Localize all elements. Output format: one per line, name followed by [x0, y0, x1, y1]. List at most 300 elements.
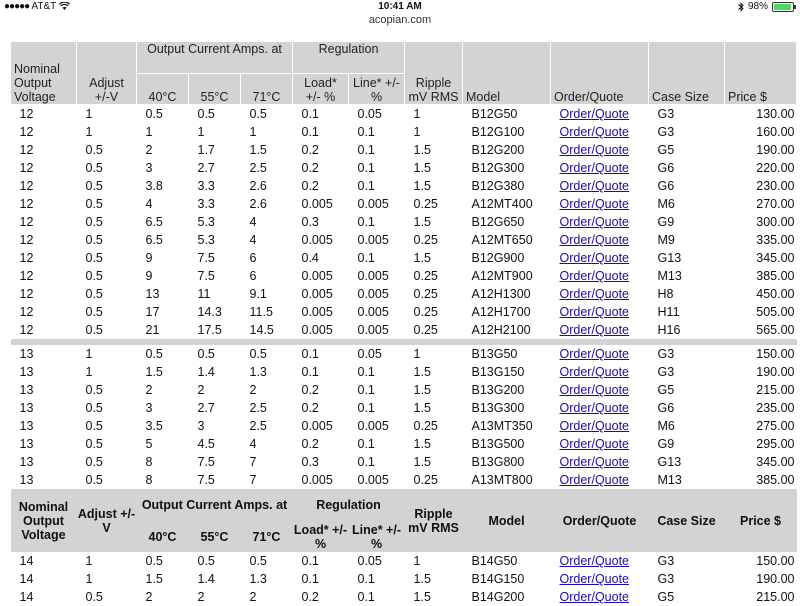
cell-line: 0.05 — [357, 554, 382, 568]
cell-case-size: G3 — [657, 347, 675, 361]
cell-line: 0.005 — [357, 473, 389, 487]
cell-adjust: 0.5 — [85, 161, 103, 175]
order-quote-link[interactable]: Order/Quote — [559, 197, 629, 211]
cell-price: 345.00 — [756, 455, 795, 469]
order-quote-link[interactable]: Order/Quote — [559, 365, 629, 379]
cell-load: 0.1 — [301, 347, 319, 361]
table-row — [11, 213, 797, 231]
cell-case-size: G5 — [657, 143, 675, 157]
cell-load: 0.2 — [301, 590, 319, 604]
cell-load: 0.005 — [301, 419, 333, 433]
order-quote-link[interactable]: Order/Quote — [559, 251, 629, 265]
cell-amps-40: 6.5 — [145, 233, 163, 247]
cell-ripple: 0.25 — [413, 305, 438, 319]
cell-voltage: 13 — [19, 401, 34, 415]
cell-amps-55: 7.5 — [197, 269, 215, 283]
cell-amps-40: 8 — [145, 455, 153, 469]
header-output-current: Output Current Amps. at — [137, 42, 293, 74]
order-quote-link[interactable]: Order/Quote — [559, 287, 629, 301]
cell-voltage: 12 — [19, 323, 34, 337]
cell-amps-40: 0.5 — [145, 347, 163, 361]
cell-price: 190.00 — [756, 143, 795, 157]
cell-price: 270.00 — [756, 197, 795, 211]
cell-load: 0.1 — [301, 107, 319, 121]
cell-amps-55: 1 — [197, 125, 205, 139]
cell-line: 0.1 — [357, 251, 375, 265]
cell-ripple: 0.25 — [413, 287, 438, 301]
cell-order-link — [551, 285, 649, 303]
cell-case-size: G5 — [657, 590, 675, 604]
cell-adjust: 0.5 — [85, 590, 103, 604]
cell-model: B12G300 — [471, 161, 525, 175]
cell-amps-55: 14.3 — [197, 305, 222, 319]
table-row — [11, 345, 797, 363]
cell-amps-40: 0.5 — [145, 554, 163, 568]
cell-line: 0.005 — [357, 323, 389, 337]
cell-amps-55: 1.7 — [197, 143, 215, 157]
cell-price: 150.00 — [756, 554, 795, 568]
cell-case-size: G9 — [657, 437, 675, 451]
cell-case-size: H11 — [657, 305, 680, 319]
cell-model: A13MT800 — [471, 473, 533, 487]
cell-adjust: 0.5 — [85, 455, 103, 469]
cell-amps-55: 11 — [197, 287, 211, 301]
cell-case-size: G6 — [657, 179, 675, 193]
cell-load: 0.1 — [301, 572, 319, 586]
cell-adjust: 0.5 — [85, 179, 103, 193]
order-quote-link[interactable]: Order/Quote — [559, 107, 629, 121]
header-nominal-voltage: Nominal Output Voltage — [11, 489, 77, 552]
status-bar — [0, 0, 800, 14]
order-quote-link[interactable]: Order/Quote — [559, 323, 629, 337]
table-row — [11, 105, 797, 124]
cell-ripple: 1.5 — [413, 161, 431, 175]
cell-voltage: 14 — [19, 572, 34, 586]
cell-amps-55: 17.5 — [197, 323, 222, 337]
cell-model: A12H2100 — [471, 323, 531, 337]
cell-ripple: 1.5 — [413, 455, 431, 469]
cell-model: B12G650 — [471, 215, 525, 229]
cell-amps-55: 5.3 — [197, 233, 215, 247]
table-row — [11, 435, 797, 453]
header-nominal-voltage: Nominal Output Voltage — [11, 42, 77, 105]
cell-ripple: 1.5 — [413, 401, 431, 415]
page-content — [10, 41, 795, 606]
cell-order-link — [551, 588, 649, 606]
order-quote-link[interactable]: Order/Quote — [559, 437, 629, 451]
cell-amps-71: 0.5 — [249, 347, 267, 361]
cell-amps-55: 3 — [197, 419, 205, 433]
cell-line: 0.1 — [357, 383, 375, 397]
order-quote-link[interactable]: Order/Quote — [559, 179, 629, 193]
header-model: Model — [463, 42, 551, 105]
cell-adjust: 0.5 — [85, 143, 103, 157]
order-quote-link[interactable]: Order/Quote — [559, 590, 629, 604]
order-quote-link[interactable]: Order/Quote — [559, 215, 629, 229]
cell-case-size: G6 — [657, 161, 675, 175]
cell-line: 0.005 — [357, 233, 389, 247]
header-line: Line* +/- % — [349, 521, 405, 552]
cell-order-link — [551, 105, 649, 124]
table-row — [11, 195, 797, 213]
cell-line: 0.005 — [357, 287, 389, 301]
cell-model: A13MT350 — [471, 419, 533, 433]
cell-model: A12MT400 — [471, 197, 533, 211]
cell-model: B13G300 — [471, 401, 525, 415]
cell-load: 0.2 — [301, 143, 319, 157]
cell-amps-40: 3 — [145, 401, 153, 415]
cell-voltage: 12 — [19, 251, 34, 265]
cell-line: 0.1 — [357, 590, 375, 604]
cell-amps-40: 21 — [145, 323, 160, 337]
cell-ripple: 0.25 — [413, 323, 438, 337]
cell-line: 0.1 — [357, 365, 375, 379]
cell-model: B12G380 — [471, 179, 525, 193]
cell-price: 335.00 — [756, 233, 795, 247]
cell-amps-71: 0.5 — [249, 554, 267, 568]
table-row — [11, 159, 797, 177]
cell-amps-40: 2 — [145, 383, 153, 397]
table-body-14v — [11, 552, 797, 606]
bluetooth-icon — [738, 2, 744, 12]
cell-price: 215.00 — [756, 590, 795, 604]
cell-order-link — [551, 381, 649, 399]
cell-model: B13G800 — [471, 455, 525, 469]
cell-amps-71: 4 — [249, 437, 257, 451]
cell-line: 0.1 — [357, 179, 375, 193]
cell-adjust: 0.5 — [85, 215, 103, 229]
cell-ripple: 1.5 — [413, 590, 431, 604]
cell-load: 0.005 — [301, 305, 333, 319]
header-case-size: Case Size — [649, 489, 725, 552]
order-quote-link[interactable]: Order/Quote — [559, 401, 629, 415]
order-quote-link[interactable]: Order/Quote — [559, 383, 629, 397]
cell-ripple: 1.5 — [413, 365, 431, 379]
cell-case-size: G3 — [657, 125, 675, 139]
cell-order-link — [551, 570, 649, 588]
table-row — [11, 141, 797, 159]
cell-price: 450.00 — [756, 287, 795, 301]
header-regulation: Regulation — [293, 42, 405, 74]
cell-amps-55: 0.5 — [197, 347, 215, 361]
cell-amps-71: 1.3 — [249, 572, 267, 586]
cell-amps-71: 0.5 — [249, 107, 267, 121]
cell-price: 190.00 — [756, 365, 795, 379]
cell-order-link — [551, 177, 649, 195]
cell-amps-40: 2 — [145, 590, 153, 604]
order-quote-link[interactable]: Order/Quote — [559, 233, 629, 247]
header-line: Line* +/- % — [349, 74, 405, 105]
status-right — [738, 1, 794, 12]
header-ripple: Ripple mV RMS — [405, 489, 463, 552]
header-case-size: Case Size — [649, 42, 725, 105]
table-body-12v — [11, 105, 797, 340]
header-price: Price $ — [725, 42, 797, 105]
cell-line: 0.005 — [357, 305, 389, 319]
cell-line: 0.1 — [357, 455, 375, 469]
cell-order-link — [551, 417, 649, 435]
cell-voltage: 12 — [19, 107, 34, 121]
cell-price: 190.00 — [756, 572, 795, 586]
cell-model: B12G50 — [471, 107, 518, 121]
order-quote-link[interactable]: Order/Quote — [559, 269, 629, 283]
cell-adjust: 0.5 — [85, 419, 103, 433]
cell-case-size: M13 — [657, 269, 682, 283]
cell-ripple: 1.5 — [413, 143, 431, 157]
cell-order-link — [551, 552, 649, 570]
cell-voltage: 13 — [19, 383, 34, 397]
address-bar[interactable] — [0, 14, 800, 30]
cell-line: 0.1 — [357, 215, 375, 229]
cell-load: 0.005 — [301, 287, 333, 301]
cell-voltage: 12 — [19, 197, 34, 211]
cell-adjust: 0.5 — [85, 287, 103, 301]
cell-amps-55: 1.4 — [197, 572, 215, 586]
cell-amps-40: 9 — [145, 251, 153, 265]
cell-ripple: 1 — [413, 347, 421, 361]
cell-line: 0.1 — [357, 401, 375, 415]
cell-adjust: 1 — [85, 365, 93, 379]
cell-case-size: M9 — [657, 233, 675, 247]
order-quote-link[interactable]: Order/Quote — [559, 125, 629, 139]
cell-line: 0.005 — [357, 269, 389, 283]
cell-price: 275.00 — [756, 419, 795, 433]
table-row — [11, 552, 797, 570]
header-load: Load* +/- % — [293, 522, 348, 551]
cell-amps-55: 7.5 — [197, 455, 215, 469]
cell-order-link — [551, 453, 649, 471]
cell-model: A12H1300 — [471, 287, 531, 301]
header-adjust: Adjust +/-V — [77, 489, 137, 552]
cell-voltage: 12 — [19, 143, 34, 157]
cell-adjust: 1 — [85, 125, 93, 139]
cell-price: 215.00 — [756, 383, 795, 397]
cell-ripple: 0.25 — [413, 233, 438, 247]
cell-amps-40: 8 — [145, 473, 153, 487]
cell-adjust: 1 — [85, 107, 93, 121]
header-load: Load* +/- % — [293, 74, 349, 105]
cell-voltage: 12 — [19, 215, 34, 229]
cell-price: 220.00 — [756, 161, 795, 175]
cell-amps-71: 4 — [249, 215, 257, 229]
cell-adjust: 0.5 — [85, 305, 103, 319]
cell-model: A12H1700 — [471, 305, 531, 319]
header-temp-55: 55°C — [189, 521, 241, 552]
cell-amps-71: 4 — [249, 233, 257, 247]
status-time: 10:41 AM — [378, 1, 422, 12]
cell-amps-71: 11.5 — [249, 305, 273, 319]
cell-voltage: 12 — [19, 287, 34, 301]
order-quote-link[interactable]: Order/Quote — [559, 305, 629, 319]
cell-model: B14G200 — [471, 590, 525, 604]
cell-model: B14G150 — [471, 572, 525, 586]
cell-amps-71: 1.3 — [249, 365, 267, 379]
cell-ripple: 1 — [413, 125, 421, 139]
header-model: Model — [463, 489, 551, 552]
cell-amps-40: 17 — [145, 305, 160, 319]
cell-ripple: 1 — [413, 107, 421, 121]
cell-amps-40: 13 — [145, 287, 160, 301]
cell-case-size: G3 — [657, 572, 675, 586]
table-row — [11, 321, 797, 339]
order-quote-link[interactable]: Order/Quote — [559, 473, 629, 487]
cell-order-link — [551, 249, 649, 267]
cell-model: B12G100 — [471, 125, 525, 139]
header-price: Price $ — [725, 489, 797, 552]
cell-amps-40: 3.5 — [145, 419, 163, 433]
table-row — [11, 177, 797, 195]
cell-voltage: 13 — [19, 437, 34, 451]
cell-line: 0.005 — [357, 419, 389, 433]
order-quote-link[interactable]: Order/Quote — [559, 347, 629, 361]
table-row — [11, 303, 797, 321]
header-order: Order/Quote — [551, 489, 649, 552]
table-row — [11, 399, 797, 417]
cell-amps-40: 1.5 — [145, 365, 163, 379]
repeated-header — [11, 489, 797, 552]
cell-price: 385.00 — [756, 269, 795, 283]
cell-case-size: G9 — [657, 215, 675, 229]
cell-adjust: 1 — [85, 572, 93, 586]
cell-order-link — [551, 159, 649, 177]
cell-amps-71: 2 — [249, 383, 257, 397]
cell-price: 160.00 — [756, 125, 795, 139]
cell-amps-55: 2.7 — [197, 161, 215, 175]
battery-percent: 98% — [747, 1, 768, 12]
cell-model: B14G50 — [471, 554, 518, 568]
cell-line: 0.1 — [357, 161, 375, 175]
header-output-current: Output Current Amps. at — [137, 489, 293, 521]
cell-ripple: 0.25 — [413, 269, 438, 283]
cell-load: 0.3 — [301, 215, 319, 229]
cell-amps-40: 2 — [145, 143, 153, 157]
cell-price: 235.00 — [756, 401, 795, 415]
cell-amps-71: 6 — [249, 269, 257, 283]
cell-amps-71: 2.6 — [249, 179, 267, 193]
order-quote-link[interactable]: Order/Quote — [559, 143, 629, 157]
cell-case-size: M13 — [657, 473, 682, 487]
order-quote-link[interactable]: Order/Quote — [559, 419, 629, 433]
cell-price: 230.00 — [756, 179, 795, 193]
cell-amps-71: 2.5 — [249, 401, 267, 415]
cell-model: A12MT650 — [471, 233, 533, 247]
cell-ripple: 0.25 — [413, 197, 438, 211]
cell-amps-55: 2.7 — [197, 401, 215, 415]
cell-adjust: 1 — [85, 347, 93, 361]
cell-amps-55: 2 — [197, 590, 205, 604]
cell-amps-40: 1.5 — [145, 572, 163, 586]
cell-load: 0.005 — [301, 197, 333, 211]
header-temp-40: 40°C — [137, 74, 189, 105]
cell-voltage: 12 — [19, 161, 34, 175]
cell-ripple: 1.5 — [413, 251, 431, 265]
cell-model: B12G200 — [471, 143, 525, 157]
cell-amps-40: 3 — [145, 161, 153, 175]
cell-amps-71: 1.5 — [249, 143, 267, 157]
cell-amps-55: 5.3 — [197, 215, 215, 229]
cell-case-size: G5 — [657, 383, 675, 397]
cell-ripple: 1.5 — [413, 383, 431, 397]
cell-line: 0.05 — [357, 107, 382, 121]
header-regulation: Regulation — [293, 489, 405, 521]
cell-amps-55: 2 — [197, 383, 205, 397]
cell-amps-55: 3.3 — [197, 197, 215, 211]
cell-model: B13G50 — [471, 347, 518, 361]
cell-order-link — [551, 363, 649, 381]
cell-voltage: 13 — [19, 473, 34, 487]
cell-amps-71: 2.6 — [249, 197, 267, 211]
cell-load: 0.1 — [301, 365, 319, 379]
table-row — [11, 285, 797, 303]
cell-case-size: G6 — [657, 401, 675, 415]
cell-amps-40: 5 — [145, 437, 153, 451]
header-temp-40: 40°C — [137, 521, 189, 552]
cell-amps-55: 4.5 — [197, 437, 215, 451]
cell-amps-71: 2.5 — [249, 419, 267, 433]
order-quote-link[interactable]: Order/Quote — [559, 455, 629, 469]
cell-case-size: M6 — [657, 419, 675, 433]
cell-model: B13G200 — [471, 383, 525, 397]
cell-order-link — [551, 435, 649, 453]
cell-order-link — [551, 345, 649, 363]
cell-adjust: 0.5 — [85, 233, 103, 247]
table-row — [11, 363, 797, 381]
cell-model: A12MT900 — [471, 269, 533, 283]
cell-amps-71: 9.1 — [249, 287, 267, 301]
table-row — [11, 267, 797, 285]
table-row — [11, 123, 797, 141]
cell-load: 0.2 — [301, 179, 319, 193]
cell-price: 505.00 — [756, 305, 795, 319]
cell-ripple: 1.5 — [413, 215, 431, 229]
cell-case-size: H16 — [657, 323, 681, 337]
order-quote-link[interactable]: Order/Quote — [559, 572, 629, 586]
cell-voltage: 14 — [19, 554, 34, 568]
cell-case-size: G3 — [657, 365, 675, 379]
cell-amps-40: 1 — [145, 125, 153, 139]
cell-amps-55: 7.5 — [197, 251, 215, 265]
cell-voltage: 13 — [19, 419, 34, 433]
cell-order-link — [551, 195, 649, 213]
table-row — [11, 381, 797, 399]
cell-voltage: 13 — [19, 365, 34, 379]
cell-amps-71: 2.5 — [249, 161, 267, 175]
cell-line: 0.1 — [357, 437, 375, 451]
cell-amps-55: 3.3 — [197, 179, 215, 193]
cell-price: 385.00 — [756, 473, 795, 487]
cell-load: 0.2 — [301, 383, 319, 397]
cell-amps-40: 9 — [145, 269, 153, 283]
cell-voltage: 12 — [19, 125, 34, 139]
cell-amps-55: 1.4 — [197, 365, 215, 379]
cell-amps-40: 4 — [145, 197, 153, 211]
cell-amps-71: 6 — [249, 251, 257, 265]
table-row — [11, 231, 797, 249]
cell-case-size: G13 — [657, 251, 682, 265]
table-body-13v — [11, 345, 797, 489]
table-row — [11, 249, 797, 267]
cell-load: 0.005 — [301, 233, 333, 247]
cell-amps-71: 2 — [249, 590, 257, 604]
order-quote-link[interactable]: Order/Quote — [559, 161, 629, 175]
cell-load: 0.2 — [301, 161, 319, 175]
cell-voltage: 13 — [19, 455, 34, 469]
order-quote-link[interactable]: Order/Quote — [559, 554, 629, 568]
cell-load: 0.1 — [301, 125, 319, 139]
cell-adjust: 0.5 — [85, 401, 103, 415]
carrier-name: AT&T — [31, 1, 57, 12]
cell-adjust: 1 — [85, 554, 93, 568]
